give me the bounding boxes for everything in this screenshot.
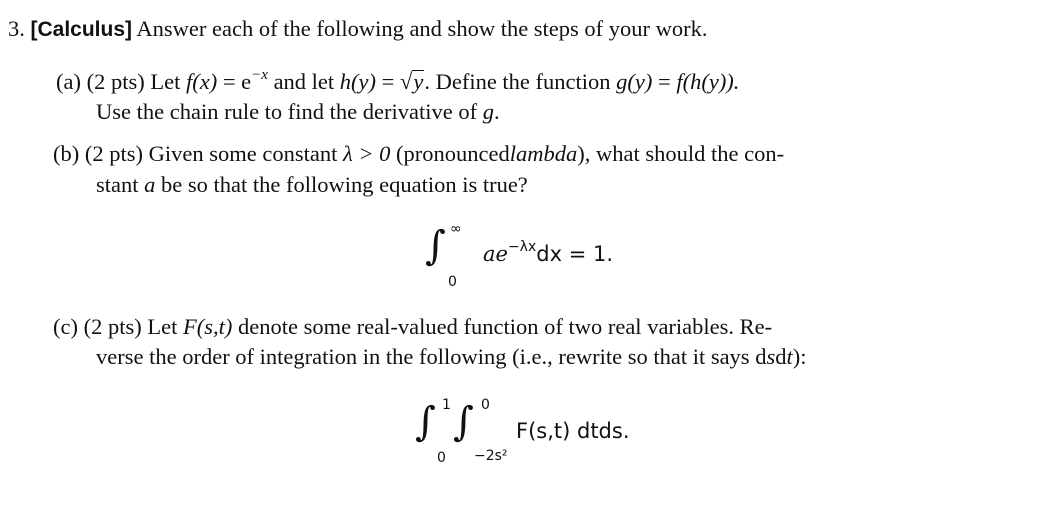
inner-integral-sign: ∫ [453,399,474,445]
part-c-integrand: F(s,t) dtds. [516,419,630,443]
a-variable: a [144,172,156,197]
part-a-line-2 [96,98,500,126]
part-a-period: . [494,99,500,124]
integral-upper-limit: ∞ [450,221,462,237]
inner-upper-limit: 0 [481,397,490,413]
outer-upper-limit: 1 [442,397,451,413]
problem-intro: Answer each of the following and show the steps of your work. [136,16,708,41]
integrand-dx-equals-one: dx = 1. [536,242,614,266]
inner-lower-limit: −2s² [474,448,508,464]
integrand-exponent: −λx [507,239,537,255]
integrand-ae: ae [483,242,508,266]
part-a-text-let: Let [150,69,181,94]
part-c-line-end: ): [792,344,807,369]
part-a-label: (a) [56,69,81,94]
part-c-double-integral [415,396,675,468]
part-a-line-1: (a) (2 pts) Let $f(x) = e^{-x}$ and let h(y) = √y. Define the function g(y) = f(h(y)). [56,66,740,94]
part-b-points: (2 pts) [84,141,143,166]
part-c-line-2 [96,343,806,371]
part-a-text-define: . Define the function [424,69,611,94]
F-definition: F(s,t) [182,314,233,339]
part-b-text-given: Given some constant [148,141,338,166]
part-b-text-constant: ), what should the con- [577,141,785,166]
part-b-line-2 [96,171,528,199]
part-c-text-denote: denote some real-valued function of two real variables. Re- [237,314,773,339]
lambda-word: lambda [509,141,578,166]
dt-letter-d: d [775,344,787,369]
exp-exponent: −x [251,66,268,83]
integral-sign: ∫ [425,223,446,269]
part-c-line-1 [53,313,772,341]
ds-variable-s: s [766,344,776,369]
problem-number: 3. [8,16,25,41]
exp-base: e [241,69,252,94]
g-variable: g [482,99,494,124]
part-b-text-equation: be so that the following equation is true? [161,172,528,197]
part-c-points: (2 pts) [83,314,142,339]
integral-lower-limit: 0 [448,274,457,290]
part-a-points: (2 pts) [86,69,145,94]
equals-sign: = [222,69,236,94]
part-a-text-and-let: and let [273,69,335,94]
problem-tag: [Calculus] [30,18,133,41]
outer-integral-sign: ∫ [415,399,436,445]
sqrt-symbol: √y [399,69,424,94]
part-b-integrand [483,241,613,270]
part-b-label: (b) [53,141,80,166]
part-c-text-let: Let [147,314,178,339]
sqrt-argument: y [413,69,424,94]
part-c-label: (c) [53,314,78,339]
lambda-condition: λ > 0 [342,141,391,166]
part-c-text-reverse: verse the order of integration in the following (i.e., rewrite so that it says d [96,344,767,369]
h-definition: h(y) [339,69,377,94]
g-definition: g(y) [616,69,653,94]
g-rhs: f(h(y)). [676,69,740,94]
part-a-chain-rule-text: Use the chain rule to find the derivative of [96,99,478,124]
problem-header [8,15,708,44]
part-b-text-stant: stant [96,172,139,197]
part-b-integral [425,222,645,292]
part-b-line-1 [53,140,784,168]
outer-lower-limit: 0 [437,450,446,466]
part-b-text-pronounced: (pronounced [396,141,510,166]
f-definition: f(x) [185,69,218,94]
dt-variable-t: t [786,344,793,369]
